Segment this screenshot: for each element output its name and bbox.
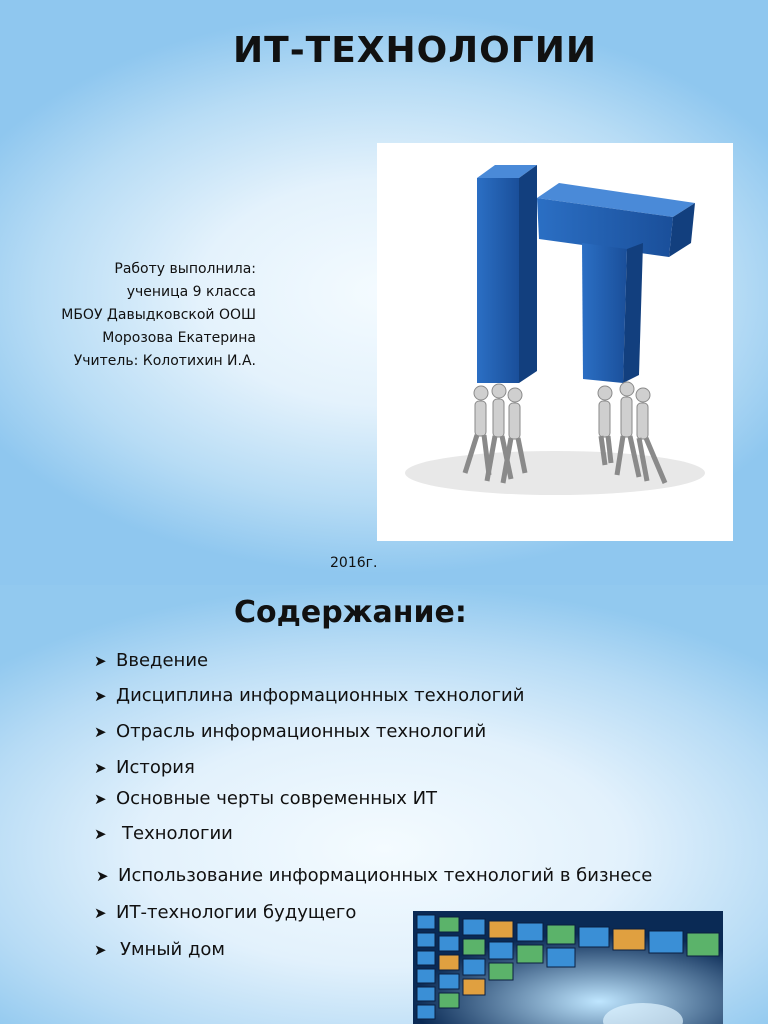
toc-item-label: ИТ-технологии будущего bbox=[116, 902, 357, 923]
arrow-bullet-icon: ➤ bbox=[94, 652, 107, 670]
author-line: Морозова Екатерина bbox=[102, 330, 256, 346]
it-figures-illustration bbox=[377, 143, 733, 541]
author-info bbox=[6, 258, 256, 373]
toc-item-label: Дисциплина информационных технологий bbox=[116, 685, 525, 706]
author-line: Учитель: Колотихин И.А. bbox=[73, 353, 256, 369]
arrow-bullet-icon: ➤ bbox=[94, 723, 107, 741]
toc-item-introduction[interactable] bbox=[94, 650, 208, 671]
toc-item-label: Технологии bbox=[122, 823, 233, 844]
arrow-bullet-icon: ➤ bbox=[96, 867, 109, 885]
toc-item-label: Отрасль информационных технологий bbox=[116, 721, 487, 742]
contents-title: Содержание: bbox=[234, 595, 467, 630]
toc-item-it-industry[interactable] bbox=[94, 721, 486, 742]
toc-item-modern-it-features[interactable] bbox=[94, 788, 437, 809]
year-label: 2016г. bbox=[330, 555, 378, 571]
toc-item-label: Умный дом bbox=[120, 939, 225, 960]
author-line: Работу выполнила: bbox=[114, 261, 256, 277]
slide-title: ИТ-ТЕХНОЛОГИИ bbox=[233, 30, 597, 71]
toc-item-label: Использование информационных технологий в бизнесе bbox=[118, 865, 653, 886]
toc-item-it-in-business[interactable] bbox=[96, 865, 652, 886]
arrow-bullet-icon: ➤ bbox=[94, 759, 107, 777]
toc-item-label: Основные черты современных ИТ bbox=[116, 788, 438, 809]
arrow-bullet-icon: ➤ bbox=[94, 790, 107, 808]
it-letters-graphic bbox=[377, 143, 733, 541]
arrow-bullet-icon: ➤ bbox=[94, 904, 107, 922]
contents-slide bbox=[0, 585, 768, 1024]
author-line: МБОУ Давыдковской ООШ bbox=[61, 307, 256, 323]
toc-item-smart-home[interactable] bbox=[94, 939, 225, 960]
toc-item-future-it[interactable] bbox=[94, 902, 356, 923]
screens-wall-illustration bbox=[413, 911, 723, 1024]
toc-item-technologies[interactable] bbox=[94, 823, 233, 844]
arrow-bullet-icon: ➤ bbox=[94, 825, 107, 843]
screens-wall-graphic bbox=[413, 911, 723, 1024]
toc-item-label: История bbox=[116, 757, 195, 778]
toc-item-history[interactable] bbox=[94, 757, 195, 778]
toc-item-it-discipline[interactable] bbox=[94, 685, 524, 706]
arrow-bullet-icon: ➤ bbox=[94, 687, 107, 705]
toc-item-label: Введение bbox=[116, 650, 209, 671]
author-line: ученица 9 класса bbox=[126, 284, 256, 300]
arrow-bullet-icon: ➤ bbox=[94, 941, 107, 959]
